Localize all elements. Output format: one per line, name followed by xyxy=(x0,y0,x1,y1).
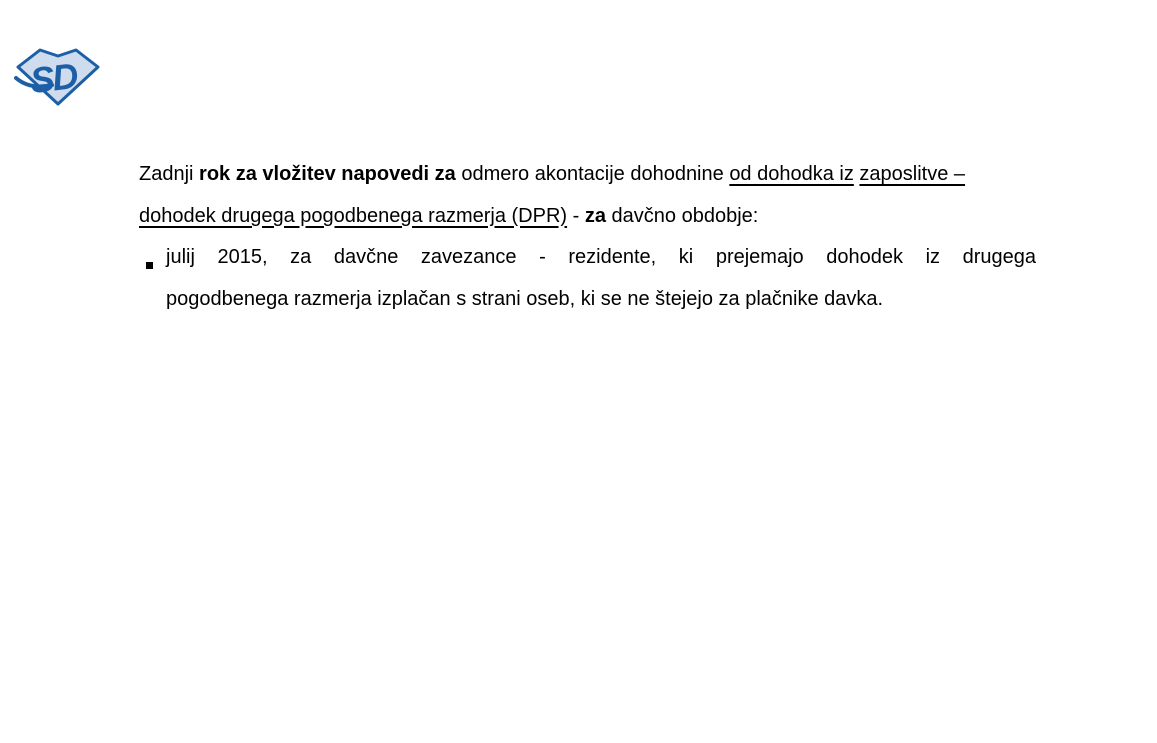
bold-text: rok za vložitev napovedi za xyxy=(199,163,456,185)
bullet-line-1: julij 2015, za davčne zavezance - rezidente, ki prejemajo dohodek iz drugega xyxy=(166,246,1036,268)
underlined-text: od dohodka iz xyxy=(729,163,854,185)
paragraph-text: - xyxy=(567,204,585,227)
bullet-line-2: pogodbenega razmerja izplačan s strani oseb, ki se ne štejejo za plačnike davka. xyxy=(166,287,884,310)
paragraph-line-1 xyxy=(139,163,854,185)
paragraph-text: Zadnji xyxy=(139,163,200,185)
deadline-paragraph xyxy=(139,154,1036,237)
paragraph-text: odmero akontacije dohodnine xyxy=(455,163,730,185)
underlined-text: zaposlitve – dohodek drugega pogodbenega razmerja (DPR) xyxy=(139,163,966,227)
bold-text: za xyxy=(584,204,606,227)
bullet-list-item xyxy=(139,237,1036,320)
content-block xyxy=(139,154,1036,320)
logo-letters: SD xyxy=(28,54,79,102)
bullet-square-icon xyxy=(146,262,153,269)
paragraph-text: davčno obdobje: xyxy=(605,204,759,227)
sd-shield-logo-icon xyxy=(14,47,102,107)
